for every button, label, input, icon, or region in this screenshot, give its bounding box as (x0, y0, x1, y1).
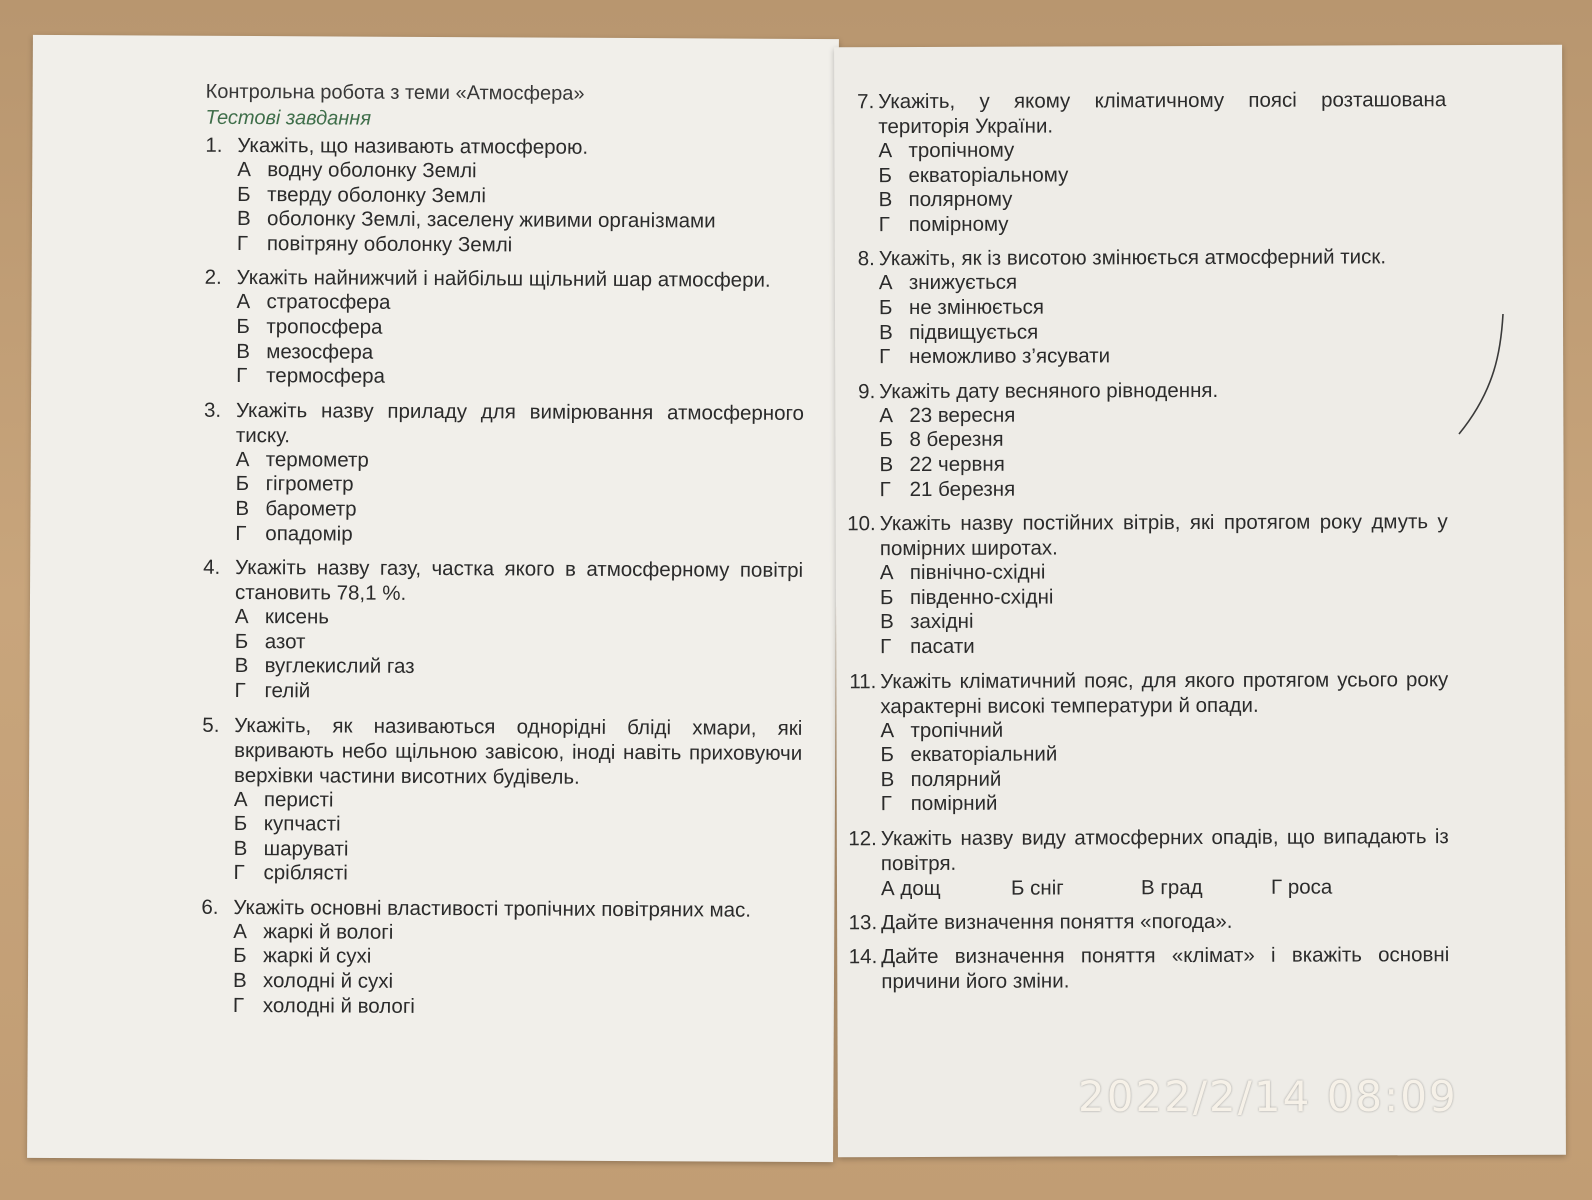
answer-option (839, 766, 1449, 793)
option-letter: Г (234, 678, 246, 702)
question-number: 3. (203, 398, 222, 422)
answer-option (204, 364, 804, 392)
option-letter: Б (237, 182, 251, 206)
option-text: 22 червня (909, 452, 1005, 476)
option-letter: Г (879, 345, 891, 369)
option-text: західні (910, 610, 974, 634)
question-text: Укажіть дату весняного рівнодення. (879, 378, 1219, 403)
answer-options (837, 402, 1447, 503)
option-letter: В (232, 969, 247, 993)
question-14 (839, 942, 1449, 994)
question-number: 7. (857, 90, 875, 114)
option-text: помірному (908, 212, 1009, 236)
answer-option: В град (1140, 875, 1203, 900)
answer-option (837, 294, 1447, 321)
option-text: повітряну оболонку Землі (266, 231, 513, 257)
answer-options (201, 920, 802, 1022)
option-letter: А (235, 447, 250, 471)
answer-options (204, 290, 805, 392)
answer-option (205, 182, 805, 210)
answer-option (839, 790, 1449, 817)
option-text: не змінюється (908, 295, 1045, 319)
option-text: перисті (263, 787, 334, 811)
question-12 (839, 824, 1449, 901)
option-letter: Б (234, 629, 249, 653)
option-letter: Г (235, 521, 247, 545)
answer-options (201, 787, 802, 889)
answer-option (203, 605, 803, 633)
answer-options (838, 717, 1448, 818)
question-text: Укажіть основні властивості тропічних повітряних мас. (233, 895, 752, 922)
option-letter: А (233, 919, 248, 943)
answer-option (204, 448, 804, 476)
question-11 (838, 667, 1449, 818)
question-text: Укажіть назву приладу для вимірювання атмосферного тиску. (235, 398, 805, 447)
answer-option (201, 944, 801, 972)
option-text: північно-східні (909, 560, 1046, 585)
answer-option (203, 497, 803, 525)
question-text: Укажіть, у якому кліматичному поясі розташована територія України. (878, 88, 1447, 139)
option-letter: Б (879, 585, 894, 609)
option-letter: Г (878, 212, 890, 236)
answer-option (838, 633, 1448, 660)
option-letter: Г (233, 861, 245, 885)
option-letter: В (879, 320, 893, 344)
document-title: Контрольна робота з теми «Атмосфера» (205, 80, 585, 105)
option-text: оболонку Землі, заселену живими організмами (266, 207, 716, 233)
document-subtitle: Тестові завдання (205, 106, 372, 130)
answer-option (837, 343, 1447, 370)
option-letter: В (880, 767, 895, 791)
answer-option (202, 812, 802, 840)
question-1 (205, 133, 806, 260)
option-letter: В (879, 453, 894, 477)
option-text: шаруваті (263, 836, 349, 861)
left-page (27, 35, 839, 1162)
left-page-content (201, 79, 806, 1030)
option-text: полярному (908, 187, 1013, 212)
right-page (834, 45, 1566, 1158)
option-text: пасати (910, 634, 975, 658)
question-number: 2. (204, 266, 222, 290)
option-letter: В (878, 188, 893, 212)
option-text: знижується (908, 271, 1018, 295)
answer-option (203, 654, 803, 682)
question-text: Укажіть, що називають атмосферою. (237, 133, 589, 159)
option-text: сріблясті (263, 861, 348, 885)
option-letter: Б (878, 163, 893, 187)
option-letter: А (236, 290, 251, 314)
answer-option (838, 559, 1448, 586)
option-text: тропічному (908, 138, 1015, 163)
option-letter: А (879, 403, 894, 427)
option-text: полярний (910, 767, 1002, 791)
answer-option (838, 608, 1448, 635)
option-text: опадомір (265, 521, 353, 546)
option-letter: Б (235, 472, 250, 496)
option-text: неможливо з’ясувати (909, 344, 1111, 369)
option-letter: Г (879, 477, 891, 501)
question-number: 4. (203, 555, 221, 580)
answer-option (202, 787, 802, 815)
answer-option (838, 476, 1448, 503)
option-letter: Б (880, 743, 895, 767)
option-text: вуглекислий газ (264, 654, 415, 679)
pen-stroke-mark (1455, 310, 1515, 440)
left-question-list (201, 133, 806, 1021)
option-text: тропосфера (266, 315, 383, 339)
answer-option: Г роса (1270, 875, 1333, 899)
option-text: підвищується (909, 320, 1039, 344)
answer-option (838, 584, 1448, 611)
answer-option (837, 451, 1447, 478)
answer-option (204, 472, 804, 500)
option-text: екваторіальному (908, 163, 1069, 187)
option-text: 8 березня (909, 428, 1004, 452)
option-letter: Г (236, 364, 248, 388)
question-13 (839, 908, 1449, 935)
answer-option (837, 211, 1447, 238)
question-text: Дайте визначення поняття «клімат» і вкажіть основні причини його зміни. (881, 943, 1450, 993)
answer-option: Б сніг (1010, 876, 1064, 900)
option-letter: В (235, 496, 250, 520)
option-text: екваторіальний (910, 742, 1058, 767)
question-4 (202, 555, 803, 707)
option-text: водну оболонку Землі (267, 158, 477, 183)
option-letter: А (878, 271, 893, 295)
option-letter: Г (880, 792, 892, 816)
answer-options-row (839, 874, 1449, 901)
option-text: холодні й вологі (262, 993, 415, 1018)
option-text: гелій (264, 679, 311, 703)
answer-option: А дощ (880, 876, 941, 900)
answer-option (837, 319, 1447, 346)
option-text: барометр (265, 497, 357, 521)
answer-option (201, 969, 801, 997)
answer-option (201, 920, 801, 948)
option-letter: А (880, 718, 895, 742)
answer-option (205, 232, 805, 260)
option-letter: В (233, 836, 248, 860)
question-text: Дайте визначення поняття «погода». (881, 909, 1233, 934)
answer-option (205, 207, 805, 235)
question-text: Укажіть найнижчий і найбільш щільний шар атмосфери. (236, 266, 771, 293)
answer-options (205, 158, 806, 260)
option-text: південно-східні (909, 585, 1054, 609)
question-number: 9. (858, 379, 876, 403)
option-letter: Б (879, 428, 893, 452)
question-number: 8. (857, 247, 875, 271)
option-letter: Г (880, 634, 892, 659)
option-letter: А (234, 605, 249, 629)
option-letter: В (880, 610, 894, 634)
answer-options (837, 270, 1447, 371)
option-text: жаркі й сухі (263, 944, 372, 969)
answer-option (204, 339, 804, 367)
option-text: жаркі й вологі (263, 919, 394, 944)
answer-option (838, 741, 1448, 768)
question-3 (203, 398, 804, 550)
answer-options (836, 137, 1446, 238)
question-text: Укажіть назву газу, частка якого в атмосферному повітрі становить 78,1 %. (234, 556, 804, 605)
option-letter: Б (236, 314, 250, 339)
option-text: купчасті (263, 812, 341, 836)
option-text: тверду оболонку Землі (267, 182, 487, 207)
question-text: Укажіть, як із висотою змінюється атмосферний тиск. (878, 245, 1387, 271)
answer-option (837, 402, 1447, 429)
answer-option (205, 158, 805, 186)
question-number: 11. (849, 669, 877, 693)
option-text: 23 вересня (909, 403, 1016, 427)
answer-option (836, 162, 1446, 189)
answer-option (201, 993, 801, 1021)
question-7 (836, 87, 1447, 238)
option-letter: А (237, 157, 251, 182)
option-text: холодні й сухі (262, 969, 394, 993)
option-letter: Г (236, 231, 249, 255)
option-text: кисень (264, 605, 330, 629)
question-2 (204, 265, 805, 392)
option-letter: Б (878, 296, 893, 320)
question-text: Укажіть, як називаються однорідні бліді хмари, які вкривають небо щільною завісою, іноді навіть приховуючи верхівки частини висотних будівель. (234, 713, 803, 789)
option-text: термометр (265, 447, 369, 472)
question-6 (201, 895, 802, 1022)
answer-option (836, 137, 1446, 164)
answer-option (837, 426, 1447, 453)
answer-option (203, 521, 803, 549)
question-number: 13. (848, 911, 878, 935)
right-page-content (836, 87, 1449, 1003)
answer-option (202, 836, 802, 864)
question-5 (201, 712, 802, 889)
option-text: гігрометр (265, 472, 354, 496)
question-number: 14. (848, 945, 878, 969)
option-letter: Б (233, 812, 248, 836)
question-text: Укажіть назву постійних вітрів, які протягом року дмуть у помірних широтах. (879, 510, 1448, 561)
answer-options (203, 448, 804, 550)
question-text: Укажіть кліматичний пояс, для якого протягом усього року характерні високі температури й опади. (880, 667, 1449, 718)
question-text: Укажіть назву виду атмосферних опадів, що випадають із повітря. (880, 825, 1449, 875)
question-number: 10. (847, 512, 876, 536)
option-text: азот (264, 629, 306, 654)
question-number: 6. (201, 895, 219, 919)
option-text: помірний (910, 791, 998, 816)
question-number: 5. (202, 713, 220, 737)
question-8 (837, 245, 1447, 371)
question-10 (838, 509, 1449, 660)
option-letter: А (233, 787, 248, 811)
option-text: термосфера (266, 364, 386, 388)
answer-option (837, 270, 1447, 297)
option-letter: Г (232, 993, 245, 1017)
question-number: 1. (205, 133, 223, 157)
option-letter: Б (233, 944, 247, 968)
answer-option (204, 315, 804, 343)
answer-option (838, 717, 1448, 744)
option-letter: А (879, 561, 894, 585)
right-question-list (836, 87, 1449, 817)
answer-options (838, 559, 1448, 660)
question-number: 12. (848, 827, 877, 851)
answer-option (202, 679, 802, 707)
option-text: стратосфера (266, 290, 391, 315)
option-text: мезосфера (266, 339, 374, 364)
option-text: тропічний (910, 718, 1004, 742)
answer-option (204, 290, 804, 318)
answer-options (202, 605, 803, 707)
option-letter: В (234, 654, 249, 678)
option-letter: В (236, 339, 251, 363)
answer-option (203, 630, 803, 658)
question-9 (837, 377, 1447, 503)
option-letter: А (878, 139, 893, 163)
option-letter: В (236, 207, 251, 231)
option-text: 21 березня (909, 477, 1016, 501)
photo-timestamp: 2022/2/14 08:09 (1078, 1072, 1458, 1121)
answer-option (837, 186, 1447, 213)
answer-option (201, 861, 801, 889)
